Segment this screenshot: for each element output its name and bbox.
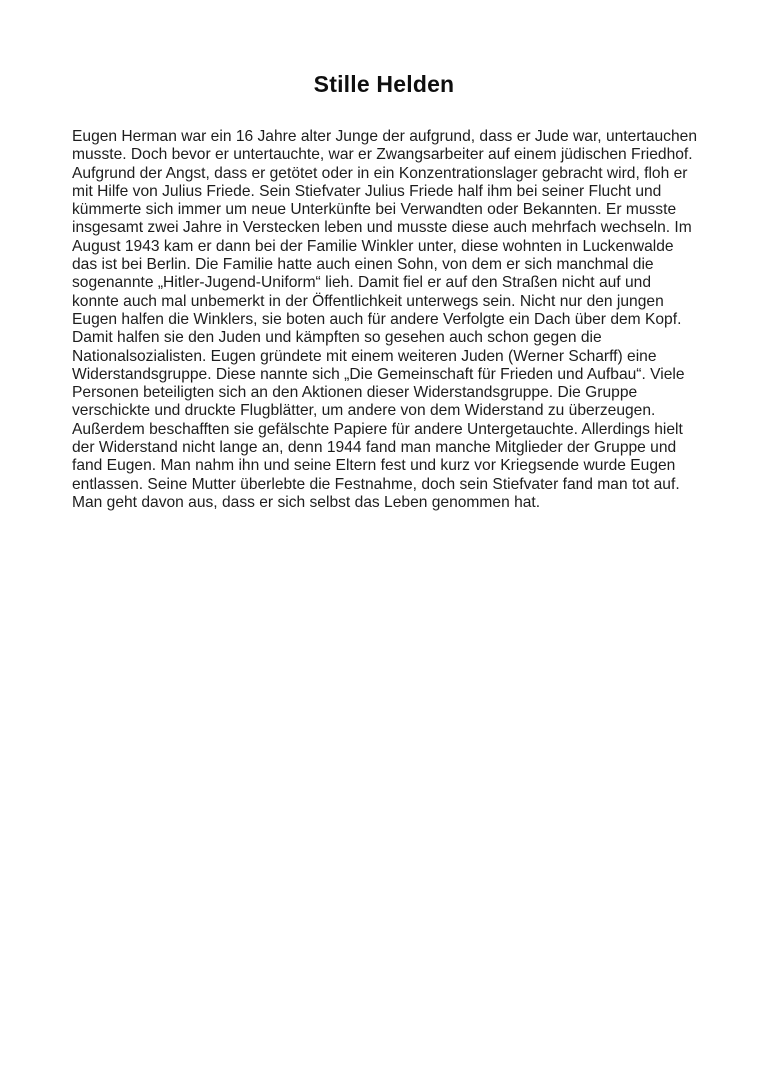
text-line: Widerstandsgruppe. Diese nannte sich „Die Gemeinschaft für Frieden und Aufbau“. Viele [72, 365, 685, 383]
text-line: August 1943 kam er dann bei der Familie Winkler unter, diese wohnten in Luckenwalde [72, 237, 674, 255]
text-line: Eugen halfen die Winklers, sie boten auch für andere Verfolgte ein Dach über dem Kopf. [72, 310, 682, 328]
text-line: fand Eugen. Man nahm ihn und seine Eltern fest und kurz vor Kriegsende wurde Eugen [72, 457, 676, 475]
text-line: Damit halfen sie den Juden und kämpften so gesehen auch schon gegen die [72, 329, 602, 347]
text-line: Personen beteiligten sich an den Aktionen dieser Widerstandsgruppe. Die Gruppe [72, 384, 638, 402]
text-line: insgesamt zwei Jahre in Verstecken leben und musste diese auch mehrfach wechseln. Im [72, 219, 692, 237]
page-title: Stille Helden [313, 71, 455, 97]
text-line: der Widerstand nicht lange an, denn 1944 fand man manche Mitglieder der Gruppe und [72, 439, 677, 457]
text-line: Aufgrund der Angst, dass er getötet oder in ein Konzentrationslager gebracht wird, floh er [72, 164, 688, 182]
text-line: musste. Doch bevor er untertauchte, war er Zwangsarbeiter auf einem jüdischen Friedhof. [72, 146, 693, 164]
text-line: konnte auch mal unbemerkt in der Öffentlichkeit unterwegs sein. Nicht nur den jungen [72, 292, 664, 310]
text-line: entlassen. Seine Mutter überlebte die Festnahme, doch sein Stiefvater fand man tot auf. [72, 475, 680, 493]
text-line: sogenannte „Hitler-Jugend-Uniform“ lieh. Damit fiel er auf den Straßen nicht auf und [72, 274, 651, 292]
text-line: Außerdem beschafften sie gefälschte Papiere für andere Untergetauchte. Allerdings hielt [72, 420, 683, 438]
text-line: mit Hilfe von Julius Friede. Sein Stiefvater Julius Friede half ihm bei seiner Flucht und [72, 182, 662, 200]
text-line: kümmerte sich immer um neue Unterkünfte bei Verwandten oder Bekannten. Er musste [72, 201, 677, 219]
text-line: Nationalsozialisten. Eugen gründete mit einem weiteren Juden (Werner Scharff) eine [72, 347, 657, 365]
article-body [72, 128, 717, 512]
text-line: Man geht davon aus, dass er sich selbst das Leben genommen hat. [72, 493, 541, 511]
text-line: das ist bei Berlin. Die Familie hatte auch einen Sohn, von dem er sich manchmal die [72, 256, 654, 274]
text-line: Eugen Herman war ein 16 Jahre alter Junge der aufgrund, dass er Jude war, untertauchen [72, 128, 697, 145]
text-line: verschickte und druckte Flugblätter, um andere von dem Widerstand zu überzeugen. [72, 402, 656, 420]
